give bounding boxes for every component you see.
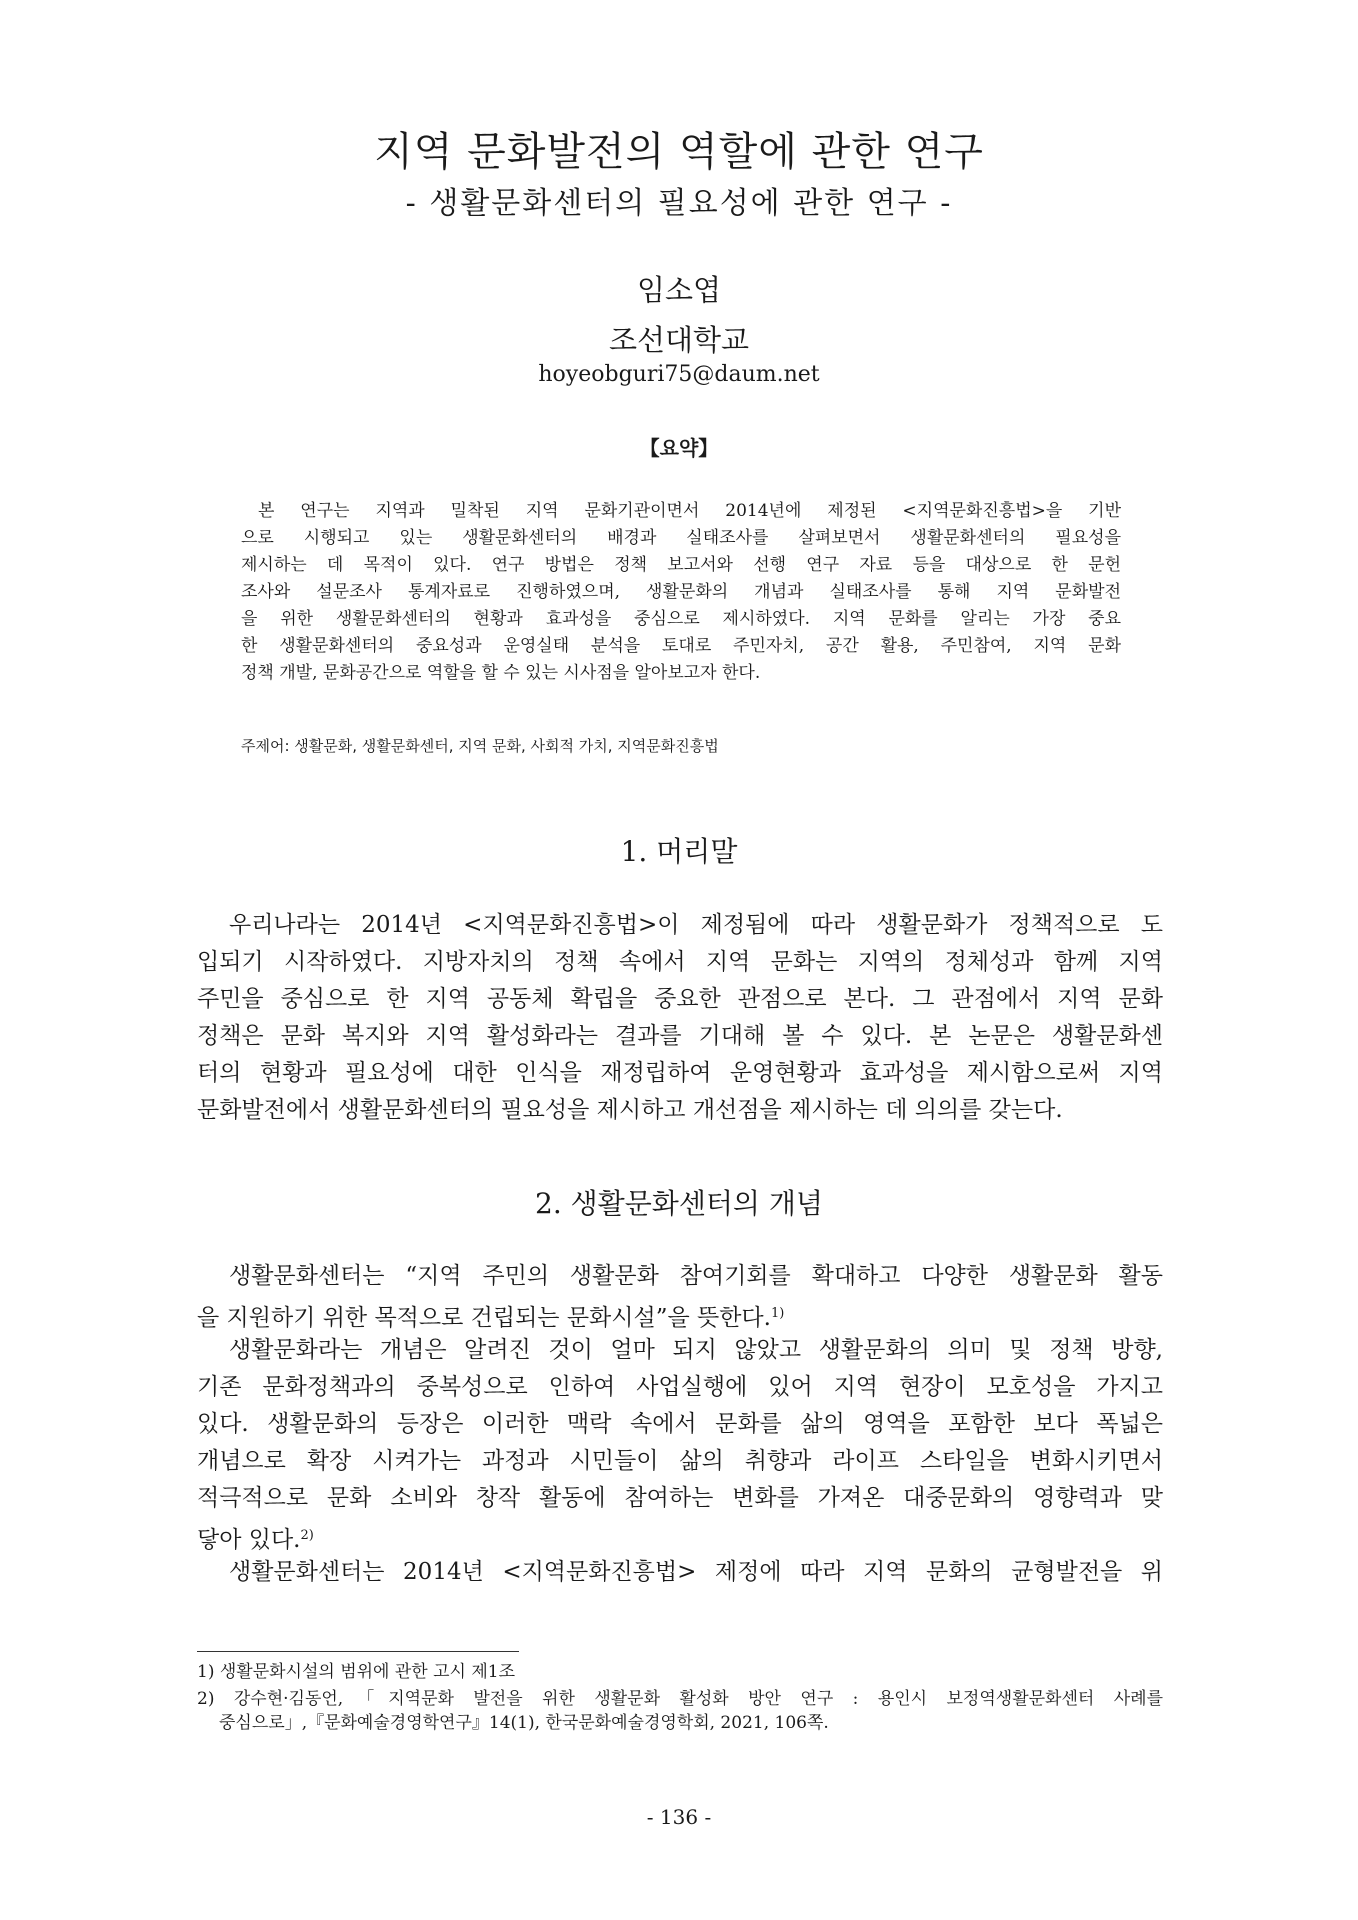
author-affiliation: 조선대학교	[608, 323, 750, 357]
body-line: 터의 현황과 필요성에 대한 인식을 재정립하여 운영현황과 효과성을 제시함으로써 지역	[197, 1060, 1163, 1086]
concept-paragraphs	[197, 1258, 1163, 1591]
body-line-text: 닿아 있다.	[197, 1527, 301, 1553]
body-line: 생활문화센터는 2014년 <지역문화진흥법> 제정에 따라 지역 문화의 균형발전을 위	[229, 1559, 1163, 1585]
abstract-line: 제시하는 데 목적이 있다. 연구 방법은 정책 보고서와 선행 연구 자료 등을 대상으로 한 문헌	[241, 555, 1121, 575]
body-line: 문화발전에서 생활문화센터의 필요성을 제시하고 개선점을 제시하는 데 의의를 갖는다.	[197, 1097, 1063, 1123]
section-heading-introduction: 1. 머리말	[620, 835, 738, 868]
abstract-body	[241, 498, 1121, 687]
footnote-ref[interactable]: 1)	[770, 1306, 785, 1321]
body-line: 생활문화라는 개념은 알려진 것이 얼마 되지 않았고 생활문화의 의미 및 정책 방향,	[229, 1337, 1163, 1363]
footnote-divider	[197, 1651, 519, 1652]
paper-subtitle: - 생활문화센터의 필요성에 관한 연구 -	[405, 186, 953, 221]
section-heading-concept: 2. 생활문화센터의 개념	[535, 1187, 823, 1220]
abstract-heading: 【요약】	[639, 436, 719, 460]
body-line: 적극적으로 문화 소비와 창작 활동에 참여하는 변화를 가져온 대중문화의 영향력과 맞	[197, 1485, 1163, 1511]
body-line: 입되기 시작하였다. 지방자치의 정책 속에서 지역 문화는 지역의 정체성과 함께 지역	[197, 949, 1163, 975]
footnote-2	[197, 1687, 1163, 1735]
abstract-line: 조사와 설문조사 통계자료로 진행하였으며, 생활문화의 개념과 실태조사를 통해 지역 문화발전	[241, 582, 1121, 602]
footnote-text: 2) 강수현·김동언,「지역문화 발전을 위한 생활문화 활성화 방안 연구 : 용인시 보정역생활문화센터 사례를	[197, 1689, 1163, 1709]
paper-title: 지역 문화발전의 역할에 관한 연구	[374, 129, 984, 175]
body-line: 개념으로 확장 시켜가는 과정과 시민들이 삶의 취향과 라이프 스타일을 변화시키면서	[197, 1448, 1163, 1474]
body-line: 생활문화센터는 “지역 주민의 생활문화 참여기회를 확대하고 다양한 생활문화 활동	[229, 1263, 1163, 1289]
body-line-text: 을 지원하기 위한 목적으로 건립되는 문화시설”을 뜻한다.	[197, 1305, 771, 1331]
abstract-line: 으로 시행되고 있는 생활문화센터의 배경과 실태조사를 살펴보면서 생활문화센터의 필요성을	[241, 528, 1121, 548]
body-line	[197, 1517, 1163, 1554]
footnote-ref[interactable]: 2)	[300, 1528, 314, 1543]
author-email: hoyeobguri75@daum.net	[538, 362, 820, 387]
body-line: 기존 문화정책과의 중복성으로 인하여 사업실행에 있어 지역 현장이 모호성을 가지고	[197, 1374, 1163, 1400]
footnote-text: 중심으로」,『문화예술경영학연구』14(1), 한국문화예술경영학회, 2021, 106쪽.	[219, 1713, 829, 1733]
body-line: 우리나라는 2014년 <지역문화진흥법>이 제정됨에 따라 생활문화가 정책적으로 도	[229, 912, 1163, 938]
author-name: 임소엽	[636, 273, 722, 307]
abstract-line: 본 연구는 지역과 밀착된 지역 문화기관이면서 2014년에 제정된 <지역문화진흥법>을 기반	[258, 501, 1121, 521]
body-line: 주민을 중심으로 한 지역 공동체 확립을 중요한 관점으로 본다. 그 관점에서 지역 문화	[197, 986, 1163, 1012]
abstract-line: 한 생활문화센터의 중요성과 운영실태 분석을 토대로 주민자치, 공간 활용, 주민참여, 지역 문화	[241, 636, 1121, 656]
keywords: 주제어: 생활문화, 생활문화센터, 지역 문화, 사회적 가치, 지역문화진흥법	[241, 737, 719, 755]
body-line: 있다. 생활문화의 등장은 이러한 맥락 속에서 문화를 삶의 영역을 포함한 보다 폭넓은	[197, 1411, 1163, 1437]
abstract-line: 정책 개발, 문화공간으로 역할을 할 수 있는 시사점을 알아보고자 한다.	[241, 663, 761, 683]
introduction-paragraph	[197, 907, 1163, 1129]
page-number: - 136 -	[646, 1805, 712, 1829]
footnote-1	[197, 1660, 1163, 1684]
body-line	[197, 1295, 1163, 1332]
abstract-line: 을 위한 생활문화센터의 현황과 효과성을 중심으로 제시하였다. 지역 문화를 알리는 가장 중요	[241, 609, 1121, 629]
footnote-text: 1) 생활문화시설의 범위에 관한 고시 제1조	[197, 1662, 516, 1682]
body-line: 정책은 문화 복지와 지역 활성화라는 결과를 기대해 볼 수 있다. 본 논문은 생활문화센	[197, 1023, 1163, 1049]
